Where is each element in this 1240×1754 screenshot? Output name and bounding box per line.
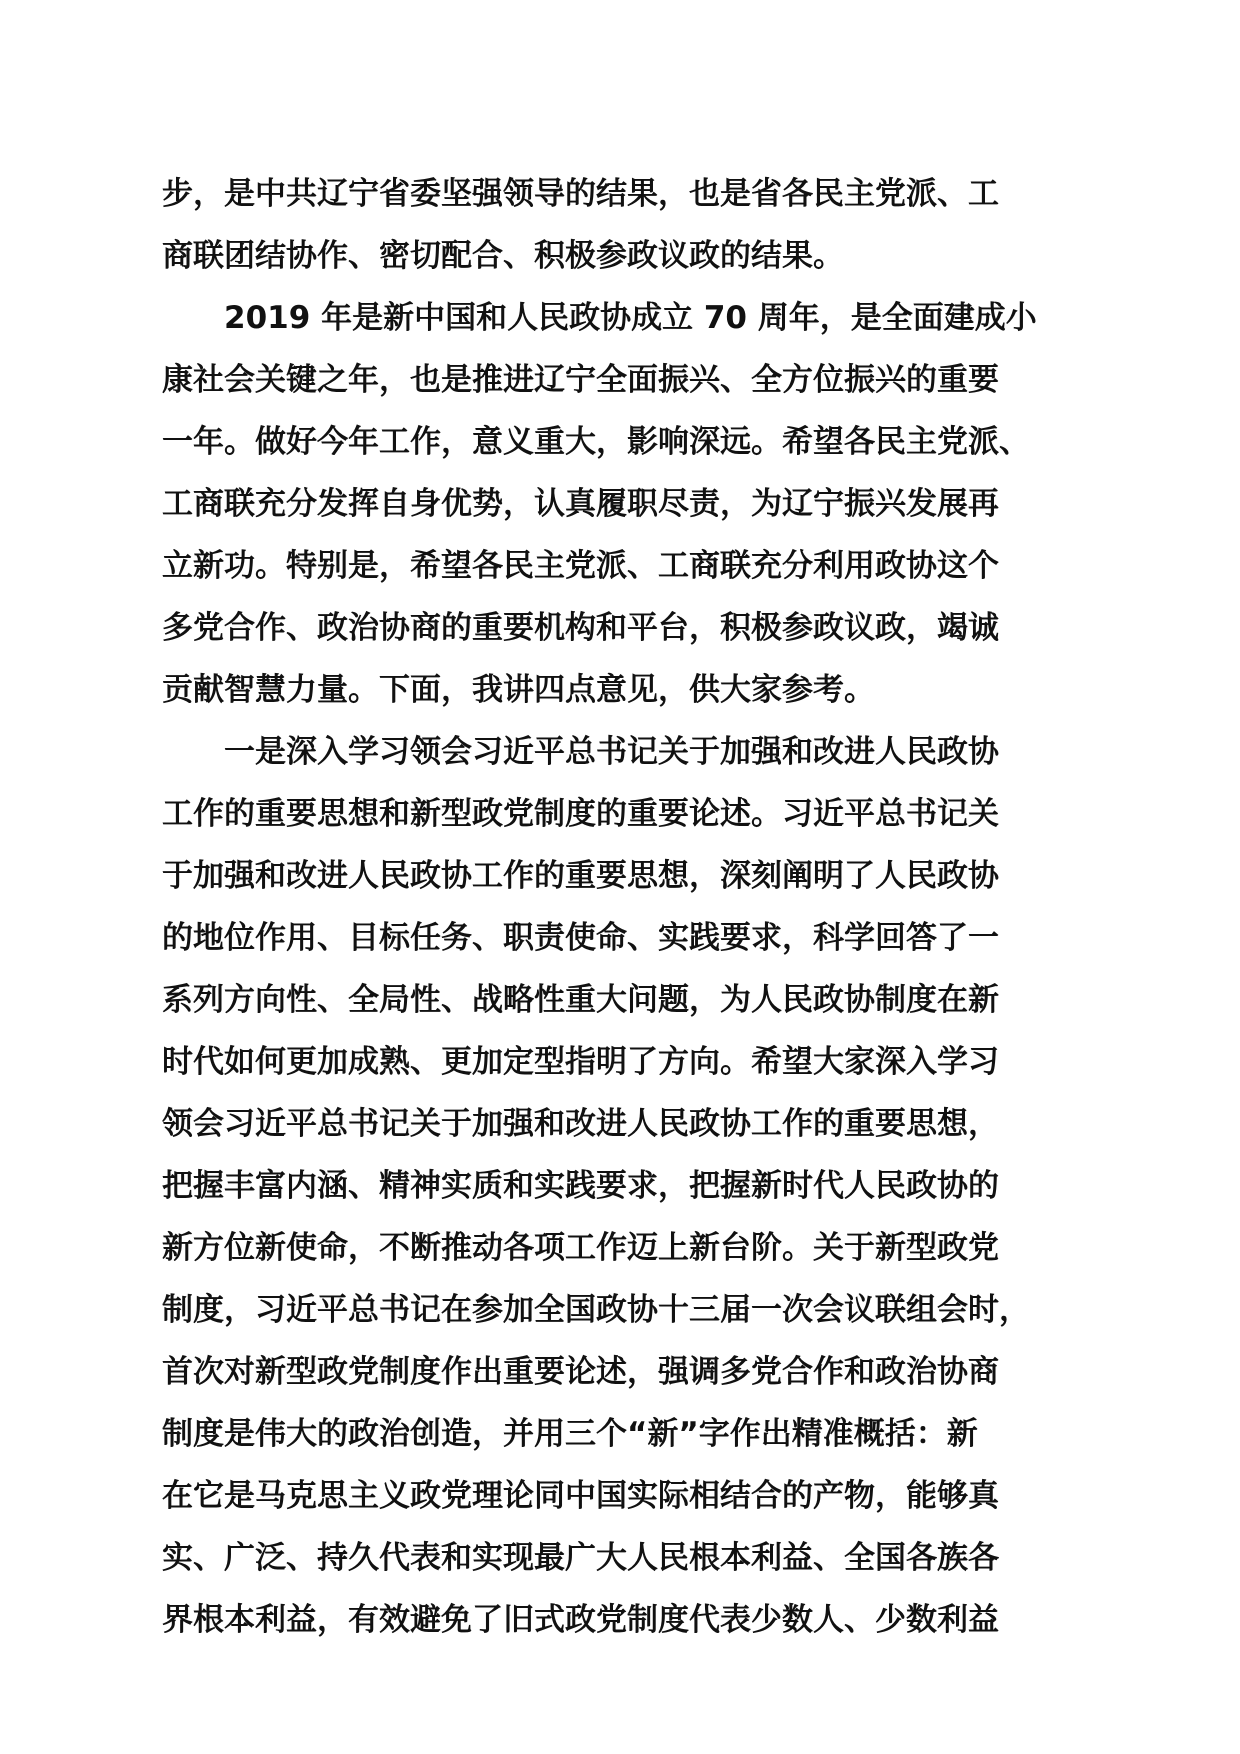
paragraph-3-line-13: 在它是马克思主义政党理论同中国实际相结合的产物，能够真 [162, 1478, 999, 1514]
paragraph-3-line-3: 于加强和改进人民政协工作的重要思想，深刻阐明了人民政协 [162, 858, 999, 894]
paragraph-3-line-14: 实、广泛、持久代表和实现最广大人民根本利益、全国各族各 [162, 1540, 999, 1576]
paragraph-3-line-11: 首次对新型政党制度作出重要论述，强调多党合作和政治协商 [162, 1354, 999, 1390]
paragraph-2-line-5: 立新功。特别是，希望各民主党派、工商联充分利用政协这个 [162, 548, 999, 584]
paragraph-2-line-2: 康社会关键之年，也是推进辽宁全面振兴、全方位振兴的重要 [162, 362, 999, 398]
paragraph-3-line-7: 领会习近平总书记关于加强和改进人民政协工作的重要思想， [162, 1106, 999, 1142]
paragraph-3-line-8: 把握丰富内涵、精神实质和实践要求，把握新时代人民政协的 [162, 1168, 999, 1204]
paragraph-3-line-12: 制度是伟大的政治创造，并用三个“新”字作出精准概括：新 [162, 1416, 978, 1452]
paragraph-3-line-10: 制度，习近平总书记在参加全国政协十三届一次会议联组会时， [162, 1292, 1030, 1328]
paragraph-3-line-6: 时代如何更加成熟、更加定型指明了方向。希望大家深入学习 [162, 1044, 999, 1080]
paragraph-3-line-2: 工作的重要思想和新型政党制度的重要论述。习近平总书记关 [162, 796, 999, 832]
paragraph-2-line-1: 2019 年是新中国和人民政协成立 70 周年，是全面建成小 [224, 300, 1037, 336]
paragraph-3-line-1: 一是深入学习领会习近平总书记关于加强和改进人民政协 [224, 734, 999, 770]
paragraph-2-line-6: 多党合作、政治协商的重要机构和平台，积极参政议政，竭诚 [162, 610, 999, 646]
body-text [162, 163, 1078, 1651]
paragraph-3-line-9: 新方位新使命，不断推动各项工作迈上新台阶。关于新型政党 [162, 1230, 999, 1266]
paragraph-3-line-15: 界根本利益，有效避免了旧式政党制度代表少数人、少数利益 [162, 1602, 999, 1638]
paragraph-1-line-1: 步，是中共辽宁省委坚强领导的结果，也是省各民主党派、工 [162, 176, 999, 212]
paragraph-2-line-4: 工商联充分发挥自身优势，认真履职尽责，为辽宁振兴发展再 [162, 486, 999, 522]
paragraph-2-line-7: 贡献智慧力量。下面，我讲四点意见，供大家参考。 [162, 672, 875, 708]
paragraph-3-line-5: 系列方向性、全局性、战略性重大问题，为人民政协制度在新 [162, 982, 999, 1018]
paragraph-3-line-4: 的地位作用、目标任务、职责使命、实践要求，科学回答了一 [162, 920, 999, 956]
paragraph-1-line-2: 商联团结协作、密切配合、积极参政议政的结果。 [162, 238, 844, 274]
paragraph-2-line-3: 一年。做好今年工作，意义重大，影响深远。希望各民主党派、 [162, 424, 1030, 460]
